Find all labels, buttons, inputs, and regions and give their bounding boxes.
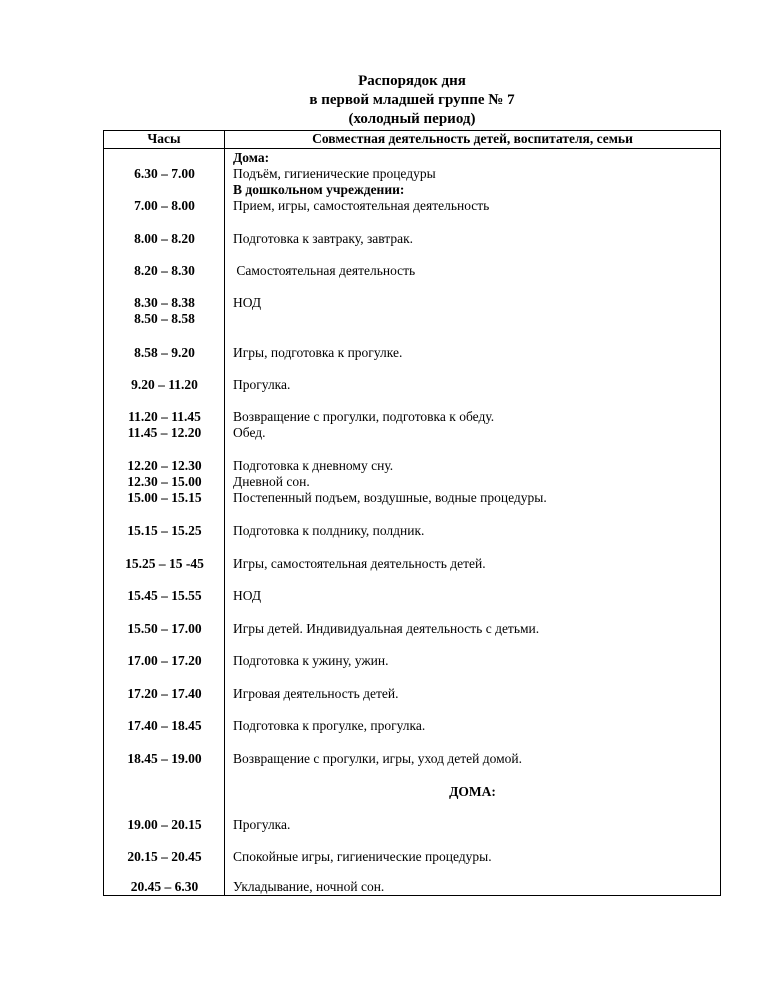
activity-cell: Подготовка к полднику, полдник. bbox=[233, 523, 425, 538]
header-hours: Часы bbox=[104, 131, 225, 148]
time-cell: 11.20 – 11.45 bbox=[128, 409, 201, 424]
time-cell: 20.15 – 20.45 bbox=[127, 849, 202, 864]
title-line-1: Распорядок дня bbox=[358, 73, 466, 89]
title-line-3: (холодный период) bbox=[348, 111, 476, 127]
time-cell: 15.25 – 15 -45 bbox=[125, 556, 204, 571]
table-row bbox=[104, 849, 720, 865]
table-body bbox=[104, 149, 720, 895]
activity-cell: Самостоятельная деятельность bbox=[233, 263, 416, 278]
activity-cell: Прогулка. bbox=[233, 377, 291, 392]
time-cell: 15.45 – 15.55 bbox=[127, 588, 202, 603]
time-cell: 20.45 – 6.30 bbox=[130, 879, 199, 894]
time-cell: 8.00 – 8.20 bbox=[134, 231, 195, 246]
table-row bbox=[104, 523, 720, 539]
schedule-title bbox=[103, 72, 721, 129]
home-morning-label: Дома: bbox=[233, 150, 270, 165]
time-cell: 18.45 – 19.00 bbox=[127, 751, 202, 766]
table-row bbox=[104, 588, 720, 604]
table-row bbox=[104, 718, 720, 734]
table-row bbox=[104, 377, 720, 393]
table-row bbox=[104, 474, 720, 490]
time-cell: 17.00 – 17.20 bbox=[127, 653, 202, 668]
activity-cell: Подъём, гигиенические процедуры bbox=[233, 166, 436, 181]
table-row bbox=[104, 150, 720, 166]
table-header bbox=[104, 131, 720, 149]
preschool-label: В дошкольном учреждении: bbox=[233, 182, 405, 197]
table-row bbox=[104, 198, 720, 214]
time-cell: 11.45 – 12.20 bbox=[127, 425, 202, 440]
activity-cell: Дневной сон. bbox=[233, 474, 310, 489]
time-cell: 8.30 – 8.38 bbox=[134, 295, 195, 310]
activity-cell: Подготовка к дневному сну. bbox=[233, 458, 394, 473]
activity-cell: Игровая деятельность детей. bbox=[233, 686, 399, 701]
table-row bbox=[104, 686, 720, 702]
table-row bbox=[104, 231, 720, 247]
activity-cell: НОД bbox=[233, 588, 262, 603]
table-row bbox=[104, 263, 720, 279]
table-row bbox=[104, 166, 720, 182]
table-row bbox=[104, 345, 720, 361]
activity-cell: Прием, игры, самостоятельная деятельность bbox=[233, 198, 490, 213]
activity-cell: Игры детей. Индивидуальная деятельность с детьми. bbox=[233, 621, 540, 636]
activity-cell: НОД bbox=[233, 295, 262, 310]
activity-cell: Возвращение с прогулки, игры, уход детей домой. bbox=[233, 751, 522, 766]
table-row bbox=[104, 490, 720, 506]
time-cell: 19.00 – 20.15 bbox=[127, 817, 202, 832]
time-cell: 7.00 – 8.00 bbox=[134, 198, 195, 213]
table-row bbox=[104, 182, 720, 198]
activity-cell: Возвращение с прогулки, подготовка к обеду. bbox=[233, 409, 495, 424]
time-cell: 17.20 – 17.40 bbox=[127, 686, 202, 701]
activity-cell: Укладывание, ночной сон. bbox=[233, 879, 385, 894]
table-row bbox=[104, 817, 720, 833]
home-evening-label: ДОМА: bbox=[449, 784, 496, 799]
table-row bbox=[104, 556, 720, 572]
schedule-table bbox=[103, 130, 721, 896]
time-cell: 15.00 – 15.15 bbox=[127, 490, 202, 505]
time-cell: 12.30 – 15.00 bbox=[127, 474, 202, 489]
activity-cell: Игры, самостоятельная деятельность детей. bbox=[233, 556, 486, 571]
time-cell: 15.50 – 17.00 bbox=[127, 621, 202, 636]
activity-cell: Подготовка к прогулке, прогулка. bbox=[233, 718, 426, 733]
table-row bbox=[104, 311, 720, 327]
time-cell: 15.15 – 15.25 bbox=[127, 523, 202, 538]
time-cell: 17.40 – 18.45 bbox=[127, 718, 202, 733]
activity-cell: Подготовка к ужину, ужин. bbox=[233, 653, 389, 668]
activity-cell: Обед. bbox=[233, 425, 266, 440]
time-cell: 8.50 – 8.58 bbox=[134, 311, 195, 326]
table-row bbox=[104, 653, 720, 669]
activity-cell: Прогулка. bbox=[233, 817, 291, 832]
activity-cell: Постепенный подъем, воздушные, водные процедуры. bbox=[233, 490, 547, 505]
table-row bbox=[104, 458, 720, 474]
table-row bbox=[104, 751, 720, 767]
activity-cell: Игры, подготовка к прогулке. bbox=[233, 345, 403, 360]
table-row bbox=[104, 425, 720, 441]
title-line-2: в первой младшей группе № 7 bbox=[309, 92, 515, 108]
table-row bbox=[104, 879, 720, 895]
activity-cell: Спокойные игры, гигиенические процедуры. bbox=[233, 849, 492, 864]
table-row bbox=[104, 295, 720, 311]
time-cell: 6.30 – 7.00 bbox=[134, 166, 195, 181]
time-cell: 12.20 – 12.30 bbox=[127, 458, 202, 473]
header-activity: Совместная деятельность детей, воспитателя, семьи bbox=[312, 131, 633, 146]
time-cell: 8.58 – 9.20 bbox=[134, 345, 195, 360]
table-row bbox=[104, 621, 720, 637]
activity-cell: Подготовка к завтраку, завтрак. bbox=[233, 231, 414, 246]
table-row bbox=[104, 409, 720, 425]
time-cell: 8.20 – 8.30 bbox=[134, 263, 195, 278]
time-cell: 9.20 – 11.20 bbox=[131, 377, 198, 392]
